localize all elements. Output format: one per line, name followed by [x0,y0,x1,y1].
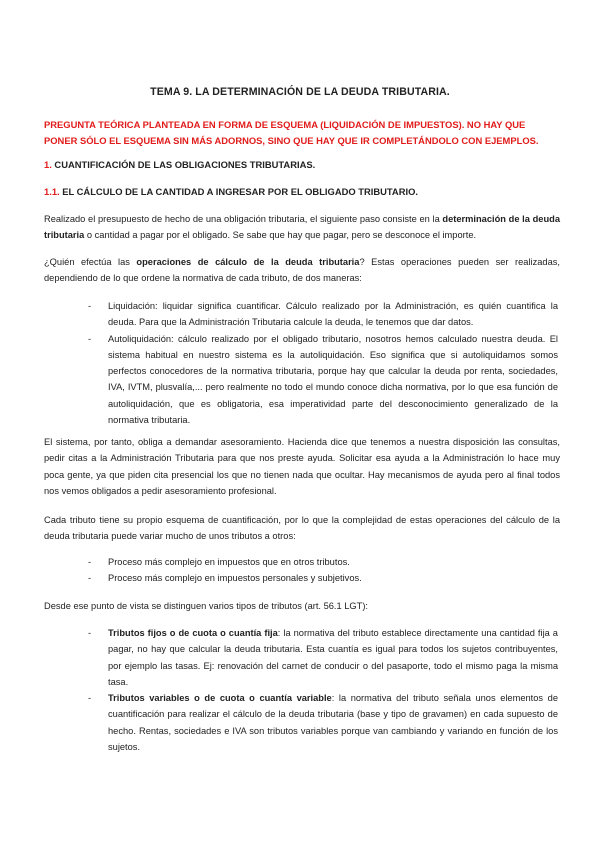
paragraph-text: Realizado el presupuesto de hecho de una obligación tributaria, el siguiente paso consiste en la [44,214,443,224]
section-heading-1-1 [44,186,418,197]
exam-note: PREGUNTA TEÓRICA PLANTEADA EN FORMA DE ESQUEMA (LIQUIDACIÓN DE IMPUESTOS). NO HAY QUE PONER SÓLO EL ESQUEMA SIN MÁS ADORNOS, SINO QUE HAY QUE IR COMPLETÁNDOLO CON EJEMPLOS. [44,119,539,146]
list-item-text: : la normativa del tributo establece directamente una cantidad fija a pagar, no hay que calcular la deuda tributaria. Esta cuantía es igual para todos los sujetos contribuyentes, por ejemplo las tasas. Ej: renovación del carnet de conducir o del pasaporte, todo el mismo paga la misma tasa. [108,628,558,687]
section-title: CUANTIFICACIÓN DE LAS OBLIGACIONES TRIBUTARIAS. [51,159,316,170]
list-item-lead: Tributos variables o de cuota o cuantía variable [108,693,332,704]
list-item: - Liquidación: liquidar significa cuantificar. Cálculo realizado por la Administración, es quién cuantifica la deuda. Para que la Administración Tributaria calcule la deuda, le tenemos que dar datos. [88,298,558,331]
paragraph-bold: determinación de la deuda tributaria [44,214,560,241]
section-number: 1. [44,159,52,170]
list-item [88,690,558,755]
list-calc-methods [88,298,558,428]
paragraph-5: Desde ese punto de vista se distinguen varios tipos de tributos (art. 56.1 LGT): [44,601,369,611]
list-item-text: : la normativa del tributo señala unos elementos de cuantificación para realizar el cálculo de la deuda tributaria (base y tipo de gravamen) en cada supuesto de hecho. Rentas, sociedades e IVA son tributos variables porque van cambiando y variando en función de los sujetos. [108,693,558,753]
section-heading-1 [44,159,315,170]
paragraph-1 [44,211,560,244]
subsection-number: 1.1. [44,186,60,197]
paragraph-3: El sistema, por tanto, obliga a demandar asesoramiento. Hacienda dice que tenemos a nuestra disposición las consultas, pedir citas a la Administración Tributaria para que nos preste ayuda. Solicitar esa ayuda a la Administración lo hace muy poca gente, ya que piden cita presencial los que no tienen nada que ocultar. Hay mecanismos de ayuda pero al final todos nos vemos obligados a pedir asesoramiento profesional. [44,437,560,496]
subsection-title: EL CÁLCULO DE LA CANTIDAD A INGRESAR POR EL OBLIGADO TRIBUTARIO. [59,186,418,197]
paragraph-4: Cada tributo tiene su propio esquema de cuantificación, por lo que la complejidad de estas operaciones del cálculo de la deuda tributaria puede variar mucho de unos tributos a otros: [44,515,560,542]
list-item: - Proceso más complejo en impuestos personales y subjetivos. [88,570,558,586]
list-tribute-types [88,625,558,755]
list-item: - Autoliquidación: cálculo realizado por el obligado tributario, nosotros hemos calculado nuestra deuda. El sistema habitual en nuestro sistema es la autoliquidación. Eso significa que si autoliquidamos somos perfectos conocedores de la normativa tributaria, porque hay que calcular la deuda por renta, sociedades, IVA, IVTM, plusvalía,... pero realmente no todo el mundo conoce dicha normativa, por lo que esa función de autoliquidación, que es obligatoria, esa imperatividad parte del desconocimiento generalizado de la normativa tributaria. [88,331,558,429]
list-complexity [88,554,558,587]
list-item [88,625,558,690]
paragraph-text: ¿Quién efectúa las [44,257,137,267]
list-item: - Proceso más complejo en impuestos que en otros tributos. [88,554,558,570]
paragraph-text: ? Estas operaciones pueden ser realizadas, dependiendo de lo que ordene la normativa de cada tributo, de dos maneras: [44,257,560,284]
list-item-lead: Tributos fijos o de cuota o cuantía fija [108,628,278,638]
page-title: TEMA 9. LA DETERMINACIÓN DE LA DEUDA TRIBUTARIA. [150,86,450,98]
paragraph-2 [44,254,560,287]
paragraph-bold: operaciones de cálculo de la deuda tributaria [136,257,360,267]
paragraph-text: o cantidad a pagar por el obligado. Se sabe que hay que pagar, pero se desconoce el importe. [84,230,477,241]
